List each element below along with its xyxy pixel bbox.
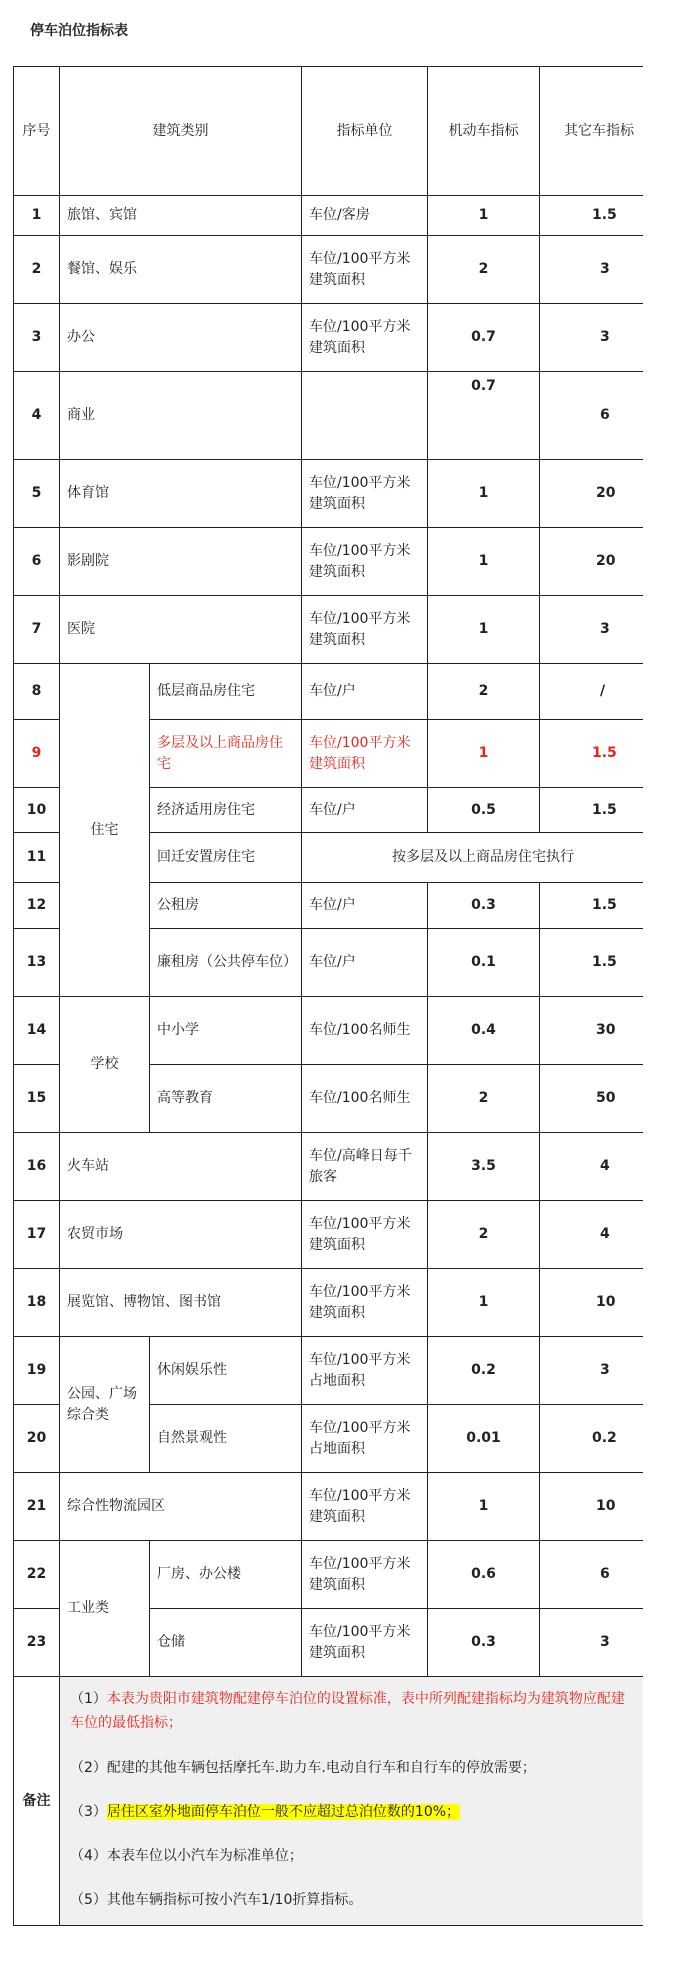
row-other-value: / [540, 664, 644, 720]
row-subcategory: 经济适用房住宅 [150, 788, 302, 833]
row-number: 2 [14, 236, 60, 304]
row-number: 21 [14, 1473, 60, 1541]
row-unit: 车位/高峰日每千旅客 [302, 1133, 428, 1201]
row-number: 7 [14, 596, 60, 664]
row-unit: 车位/户 [302, 788, 428, 833]
row-car-value: 0.1 [428, 929, 540, 997]
row-car-value: 1 [428, 528, 540, 596]
row-car-value: 1 [428, 460, 540, 528]
row-car-value: 2 [428, 1201, 540, 1269]
row-car-value: 1 [428, 720, 540, 788]
note-number: （4） [70, 1848, 107, 1864]
row-subcategory: 多层及以上商品房住宅 [150, 720, 302, 788]
row-other-value: 50 [540, 1065, 644, 1133]
row-other-value: 1.5 [540, 196, 644, 236]
row-car-value: 0.5 [428, 788, 540, 833]
row-subcategory: 公租房 [150, 883, 302, 929]
row-number: 1 [14, 196, 60, 236]
row-unit [302, 372, 428, 460]
row-unit: 车位/100平方米建筑面积 [302, 1609, 428, 1677]
row-subcategory: 休闲娱乐性 [150, 1337, 302, 1405]
row-car-value: 0.3 [428, 883, 540, 929]
row-number: 18 [14, 1269, 60, 1337]
row-other-value: 10 [540, 1473, 644, 1541]
table-row [14, 372, 644, 460]
row-subcategory: 回迁安置房住宅 [150, 833, 302, 883]
row-other-value: 4 [540, 1133, 644, 1201]
row-unit: 车位/100平方米占地面积 [302, 1405, 428, 1473]
note-text: 其他车辆指标可按小汽车1/10折算指标。 [106, 1892, 363, 1908]
row-unit: 车位/100平方米建筑面积 [302, 236, 428, 304]
row-unit: 车位/客房 [302, 196, 428, 236]
row-category: 旅馆、宾馆 [60, 196, 302, 236]
row-car-value: 2 [428, 1065, 540, 1133]
row-subcategory: 低层商品房住宅 [150, 664, 302, 720]
row-number: 20 [14, 1405, 60, 1473]
row-subcategory: 中小学 [150, 997, 302, 1065]
table-row [14, 304, 644, 372]
row-other-value: 1.5 [540, 929, 644, 997]
note-item [70, 1845, 643, 1867]
row-car-value: 0.3 [428, 1609, 540, 1677]
row-subcategory: 厂房、办公楼 [150, 1541, 302, 1609]
parking-standard-table [13, 66, 643, 1926]
row-number: 19 [14, 1337, 60, 1405]
row-number: 3 [14, 304, 60, 372]
row-unit: 车位/100平方米建筑面积 [302, 1269, 428, 1337]
row-category: 展览馆、博物馆、图书馆 [60, 1269, 302, 1337]
row-category: 综合性物流园区 [60, 1473, 302, 1541]
row-car-value: 1 [428, 196, 540, 236]
header-no: 序号 [14, 67, 60, 196]
row-number: 22 [14, 1541, 60, 1609]
row-other-value: 3 [540, 304, 644, 372]
row-category: 餐馆、娱乐 [60, 236, 302, 304]
row-category: 商业 [60, 372, 302, 460]
row-number: 10 [14, 788, 60, 833]
row-group-school: 学校 [60, 997, 150, 1133]
row-category: 体育馆 [60, 460, 302, 528]
row-number: 14 [14, 997, 60, 1065]
note-text-highlighted: 居住区室外地面停车泊位一般不应超过总泊位数的10%； [106, 1804, 461, 1820]
table-row [14, 460, 644, 528]
row-number: 8 [14, 664, 60, 720]
notes-content [60, 1677, 644, 1926]
row-unit: 车位/100平方米建筑面积 [302, 460, 428, 528]
row-other-value: 0.2 [540, 1405, 644, 1473]
header-unit: 指标单位 [302, 67, 428, 196]
row-other-value: 6 [540, 1541, 644, 1609]
row-group-industrial: 工业类 [60, 1541, 150, 1677]
row-other-value: 3 [540, 596, 644, 664]
row-other-value: 20 [540, 460, 644, 528]
row-unit: 车位/100平方米建筑面积 [302, 720, 428, 788]
row-unit: 车位/100平方米建筑面积 [302, 1541, 428, 1609]
row-other-value: 1.5 [540, 883, 644, 929]
table-row [14, 236, 644, 304]
note-text: 本表车位以小汽车为标准单位； [106, 1848, 303, 1864]
note-number: （5） [70, 1892, 107, 1908]
row-category: 农贸市场 [60, 1201, 302, 1269]
note-text-continued: 车位的最低指标； [70, 1715, 182, 1731]
notes-row [14, 1677, 644, 1926]
row-category: 医院 [60, 596, 302, 664]
row-car-value: 1 [428, 596, 540, 664]
table-row [14, 997, 644, 1065]
row-unit: 车位/100名师生 [302, 1065, 428, 1133]
notes-label: 备注 [14, 1677, 60, 1926]
row-group-residential: 住宅 [60, 664, 150, 997]
note-item [70, 1687, 643, 1735]
row-car-value: 0.01 [428, 1405, 540, 1473]
table-row [14, 196, 644, 236]
table-row [14, 664, 644, 720]
note-item [70, 1889, 643, 1911]
row-other-value: 1.5 [540, 788, 644, 833]
row-other-value: 10 [540, 1269, 644, 1337]
note-number: （3） [70, 1804, 107, 1820]
row-unit: 车位/100名师生 [302, 997, 428, 1065]
row-number: 12 [14, 883, 60, 929]
row-category: 火车站 [60, 1133, 302, 1201]
table-row [14, 1541, 644, 1609]
row-category: 影剧院 [60, 528, 302, 596]
row-subcategory: 自然景观性 [150, 1405, 302, 1473]
row-subcategory: 廉租房（公共停车位） [150, 929, 302, 997]
row-number: 11 [14, 833, 60, 883]
row-car-value: 3.5 [428, 1133, 540, 1201]
row-group-park: 公园、广场综合类 [60, 1337, 150, 1473]
row-car-value: 1 [428, 1473, 540, 1541]
table-row [14, 528, 644, 596]
row-unit: 车位/100平方米建筑面积 [302, 1201, 428, 1269]
row-car-value: 2 [428, 236, 540, 304]
row-car-value: 0.7 [428, 304, 540, 372]
row-number: 5 [14, 460, 60, 528]
note-number: （1） [70, 1691, 107, 1707]
note-text: 配建的其他车辆包括摩托车.助力车.电动自行车和自行车的停放需要； [106, 1760, 536, 1776]
row-number: 13 [14, 929, 60, 997]
row-unit: 车位/100平方米占地面积 [302, 1337, 428, 1405]
row-subcategory: 仓储 [150, 1609, 302, 1677]
table-row [14, 1473, 644, 1541]
table-row [14, 1337, 644, 1405]
row-car-value: 0.7 [428, 372, 540, 460]
note-item [70, 1801, 643, 1823]
row-car-value: 0.4 [428, 997, 540, 1065]
row-unit: 车位/户 [302, 929, 428, 997]
row-unit: 车位/100平方米建筑面积 [302, 596, 428, 664]
row-subcategory: 高等教育 [150, 1065, 302, 1133]
row-other-value: 20 [540, 528, 644, 596]
row-number: 23 [14, 1609, 60, 1677]
table-row [14, 596, 644, 664]
row-number: 9 [14, 720, 60, 788]
row-number: 16 [14, 1133, 60, 1201]
row-other-value: 1.5 [540, 720, 644, 788]
note-number: （2） [70, 1760, 107, 1776]
table-row [14, 1133, 644, 1201]
row-unit: 车位/户 [302, 883, 428, 929]
row-unit: 车位/户 [302, 664, 428, 720]
page-title: 停车泊位指标表 [30, 23, 128, 39]
parking-table-container [13, 66, 643, 1926]
table-row [14, 1201, 644, 1269]
header-other: 其它车指标 [540, 67, 644, 196]
table-header-row [14, 67, 644, 196]
row-car-value: 2 [428, 664, 540, 720]
row-number: 17 [14, 1201, 60, 1269]
table-row [14, 1269, 644, 1337]
row-car-value: 0.2 [428, 1337, 540, 1405]
row-category: 办公 [60, 304, 302, 372]
row-other-value: 30 [540, 997, 644, 1065]
note-text: 本表为贵阳市建筑物配建停车泊位的设置标准，表中所列配建指标均为建筑物应配建 [106, 1691, 625, 1707]
row-number: 4 [14, 372, 60, 460]
row-merged-note: 按多层及以上商品房住宅执行 [302, 833, 644, 883]
row-unit: 车位/100平方米建筑面积 [302, 1473, 428, 1541]
row-other-value: 3 [540, 1337, 644, 1405]
header-category: 建筑类别 [60, 67, 302, 196]
row-other-value: 3 [540, 236, 644, 304]
row-other-value: 6 [540, 372, 644, 460]
row-number: 6 [14, 528, 60, 596]
row-car-value: 0.6 [428, 1541, 540, 1609]
row-number: 15 [14, 1065, 60, 1133]
row-other-value: 3 [540, 1609, 644, 1677]
row-unit: 车位/100平方米建筑面积 [302, 304, 428, 372]
row-other-value: 4 [540, 1201, 644, 1269]
note-item [70, 1757, 643, 1779]
header-car: 机动车指标 [428, 67, 540, 196]
row-car-value: 1 [428, 1269, 540, 1337]
row-unit: 车位/100平方米建筑面积 [302, 528, 428, 596]
